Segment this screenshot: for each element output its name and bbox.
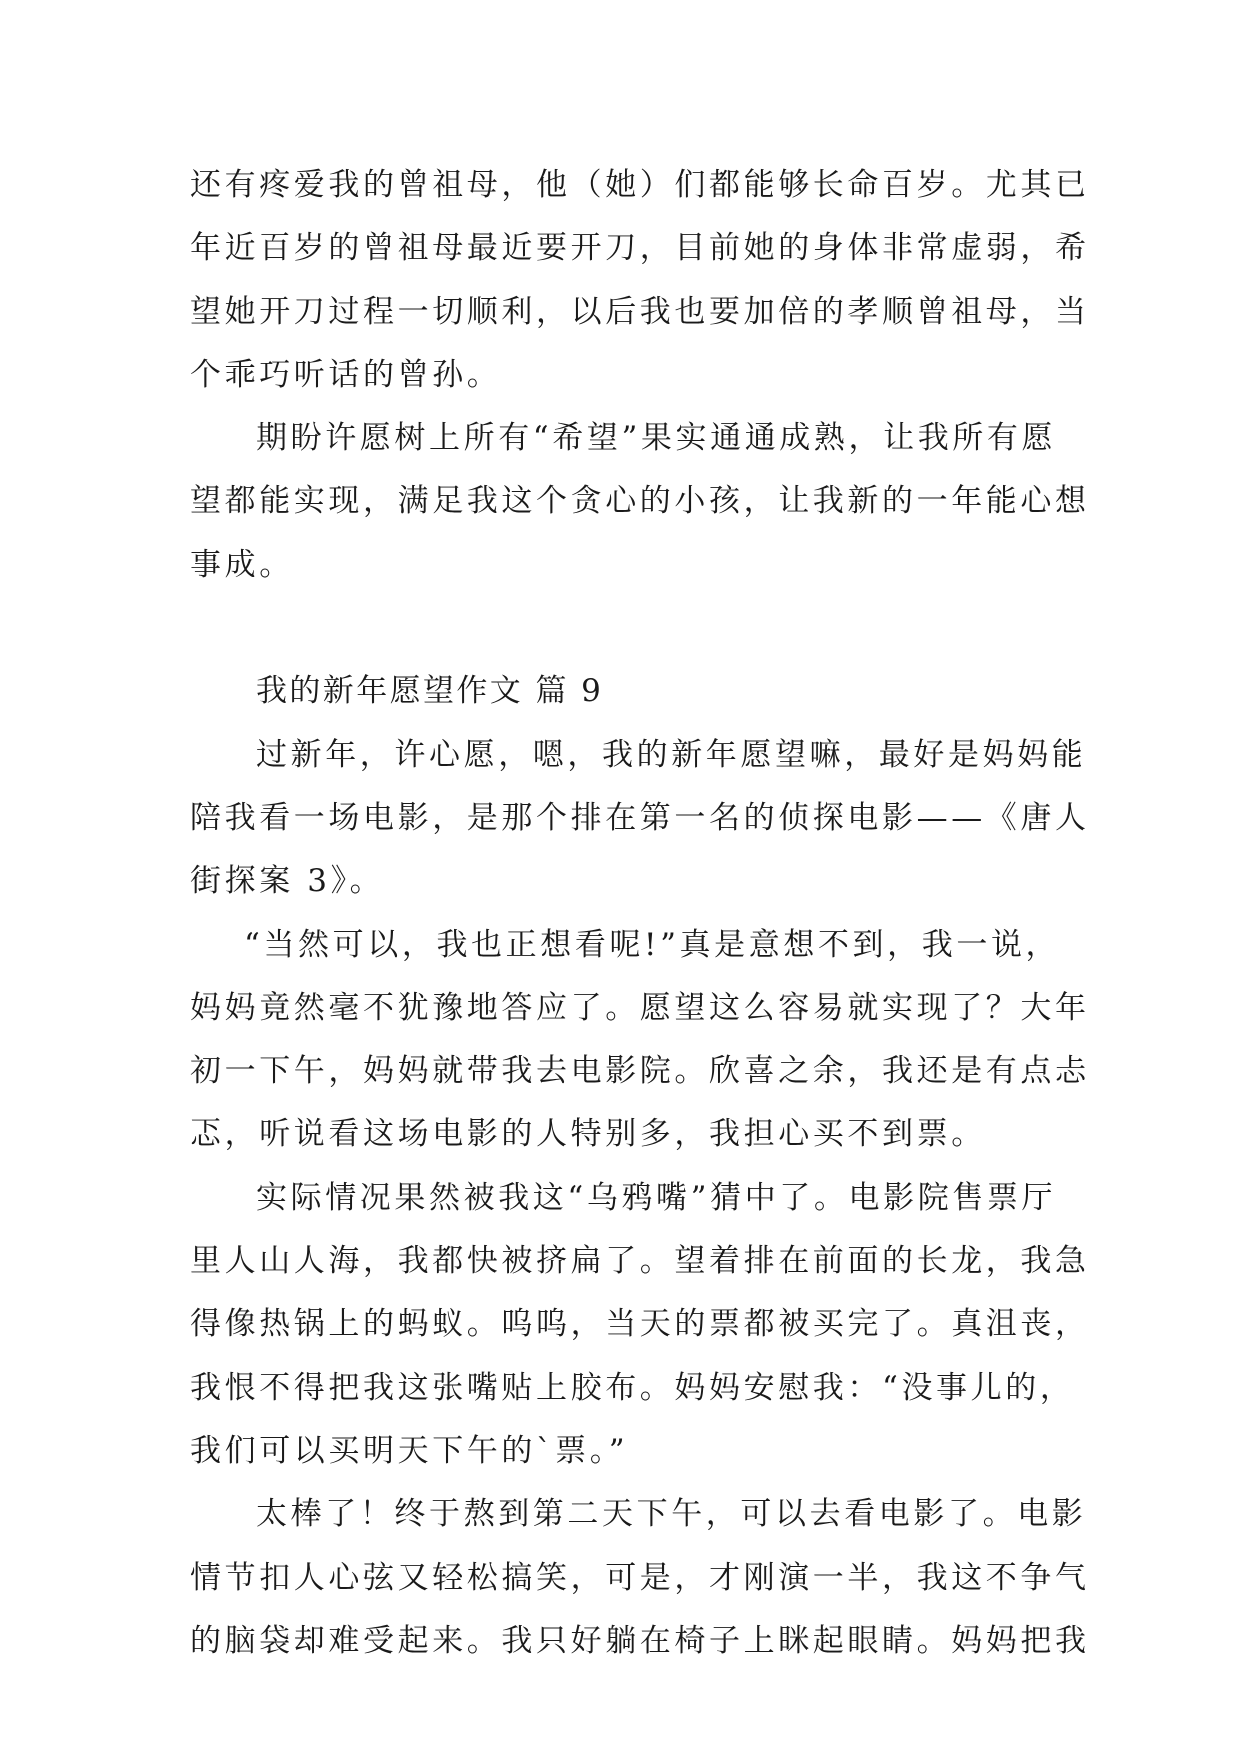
paragraph-first-line: 期盼许愿树上所有“希望”果实通通成熟，让我所有愿 [256,420,1057,457]
text-line: 还有疼爱我的曾祖母，他（她）们都能够长命百岁。尤其已 [190,167,1090,203]
text-line: 得像热锅上的蚂蚁。呜呜，当天的票都被买完了。真沮丧， [190,1306,1090,1343]
text-line: 情节扣人心弦又轻松搞笑，可是，才刚演一半，我这不争气 [190,1559,1090,1596]
text-line: 的脑袋却难受起来。我只好躺在椅子上眯起眼睛。妈妈把我 [190,1622,1090,1659]
text-line: 街探案 3》。 [190,863,385,900]
paragraph-first-line: “当然可以，我也正想看呢!”真是意想不到，我一说， [244,926,1061,963]
text-line: 望都能实现，满足我这个贪心的小孩，让我新的一年能心想 [190,483,1090,520]
text-line: 里人山人海，我都快被挤扁了。望着排在前面的长龙，我急 [190,1243,1090,1280]
blank-line [190,597,1050,660]
paragraph-first-line: 太棒了！终于熬到第二天下午，可以去看电影了。电影 [256,1496,1087,1533]
text-line: 陪我看一场电影，是那个排在第一名的侦探电影——《唐人 [190,799,1090,836]
text-line: 事成。 [190,546,294,583]
paragraph-first-line: 过新年，许心愿，嗯，我的新年愿望嘛，最好是妈妈能 [256,736,1087,773]
text-line: 个乖巧听话的曾孙。 [190,356,502,393]
text-line: 妈妈竟然毫不犹豫地答应了。愿望这么容易就实现了？大年 [190,989,1090,1026]
paragraph-first-line: 实际情况果然被我这“乌鸦嘴”猜中了。电影院售票厅 [256,1179,1057,1216]
text-line: 忑，听说看这场电影的人特别多，我担心买不到票。 [190,1116,986,1153]
text-line: 我们可以买明天下午的`票。” [190,1432,629,1469]
text-line: 望她开刀过程一切顺利，以后我也要加倍的孝顺曾祖母，当 [190,293,1090,330]
text-line: 初一下午，妈妈就带我去电影院。欣喜之余，我还是有点忐 [190,1053,1090,1090]
section-heading: 我的新年愿望作文 篇 9 [256,673,604,710]
text-line: 我恨不得把我这张嘴贴上胶布。妈妈安慰我：“没事儿的， [190,1369,1075,1406]
document-body [190,154,1090,1673]
text-line: 年近百岁的曾祖母最近要开刀，目前她的身体非常虚弱，希 [190,230,1090,267]
